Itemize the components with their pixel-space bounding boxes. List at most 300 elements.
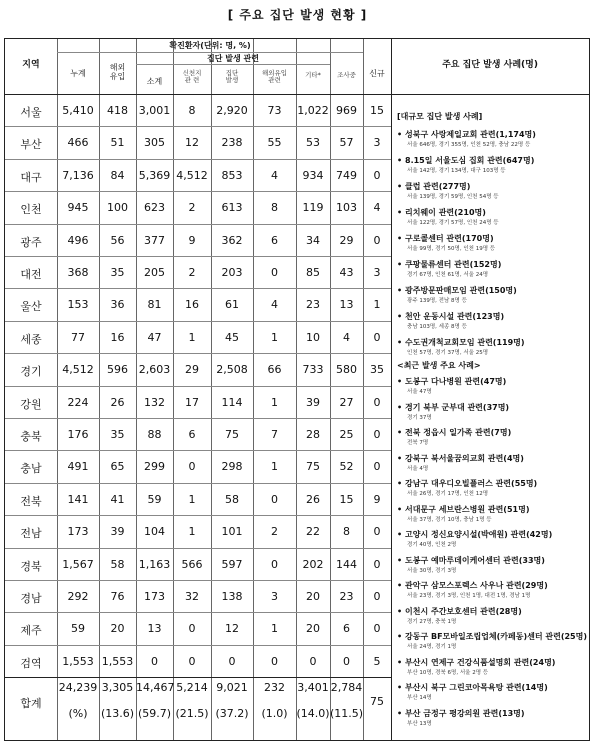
table-cell-overseas: 76 [110, 590, 125, 603]
case-title: 구로콜센터 관련(170명) [405, 234, 494, 243]
table-cell-shin: 1 [188, 492, 196, 506]
region-cell: 대전 [20, 268, 42, 281]
total-divider [5, 677, 391, 678]
table-cell-cluster: 58 [225, 492, 239, 506]
table-cell-inv: 4 [343, 330, 350, 344]
table-cell-shin: 0 [188, 460, 196, 474]
bullet-icon: • [397, 657, 403, 667]
table-cell-other: 22 [306, 525, 320, 539]
case-detail: 서울 139명, 경기 59명, 인천 54명 등 [407, 194, 499, 200]
row-divider [5, 580, 391, 581]
table-cell-overseas: 35 [110, 428, 125, 441]
table-cell-total: 491 [67, 460, 89, 474]
header-region: 지역 [22, 60, 40, 70]
region-cell: 제주 [20, 624, 42, 638]
table-cell-new: 0 [373, 525, 381, 539]
table-cell-subtotal: 299 [144, 460, 165, 474]
case-title: 고양시 정신요양시설(박애원) 관련(42명) [405, 530, 553, 539]
table-cell-overseas: 41 [110, 492, 125, 506]
table-cell-ovrel: 7 [271, 428, 278, 441]
table-cell-cluster: 203 [221, 266, 243, 279]
table-cell-new: 5 [373, 654, 381, 668]
table-cell-inv: 43 [339, 266, 354, 279]
table-cell-shin: 12 [185, 136, 199, 150]
table-cell-subtotal: 305 [144, 136, 165, 150]
header-overseas-related: 해외유입 관련 [261, 69, 288, 84]
table-cell-overseas: 20 [110, 622, 125, 636]
case-detail: 충남 103명, 세종 8명 등 [407, 324, 467, 330]
bullet-icon: • [397, 402, 403, 412]
table-cell-ovrel: 1 [271, 395, 278, 409]
table-cell-overseas: 65 [110, 460, 125, 474]
table-cell-ovrel: 0 [271, 266, 278, 279]
table-cell-cluster: 101 [221, 525, 243, 539]
table-cell-total: 368 [67, 266, 89, 279]
table-cell-other: 23 [306, 298, 320, 312]
total-cell-other: 3,401 [297, 681, 329, 695]
total-pct-other: (14.0) [296, 707, 330, 721]
bullet-icon: • [397, 581, 403, 590]
table-cell-ovrel: 0 [271, 654, 278, 668]
row-divider [5, 288, 391, 289]
table-cell-shin: 16 [185, 298, 199, 312]
table-cell-subtotal: 377 [144, 233, 165, 247]
case-item [397, 682, 589, 701]
table-cell-subtotal: 81 [147, 298, 162, 312]
table-cell-overseas: 596 [107, 363, 128, 377]
header-cluster-group: 집단 발생 관련 [207, 54, 259, 63]
table-cell-ovrel: 1 [271, 460, 278, 474]
bullet-icon: • [397, 182, 403, 191]
case-item [397, 259, 589, 278]
case-title: 부산시 연제구 건강식품설명회 관련(24명) [405, 657, 556, 667]
case-title: 쿠팡물류센터 관련(152명) [405, 260, 502, 269]
table-cell-subtotal: 88 [147, 428, 162, 441]
table-cell-other: 53 [306, 136, 320, 150]
case-item [397, 233, 589, 252]
total-label: 합계 [20, 697, 42, 711]
bullet-icon: • [397, 312, 403, 321]
case-detail: 서울 4명 [407, 465, 429, 472]
region-cell: 전남 [20, 527, 42, 541]
table-cell-inv: 0 [343, 654, 350, 668]
case-item [397, 427, 589, 446]
table-cell-total: 5,410 [62, 104, 94, 117]
col-divider [391, 39, 392, 740]
case-item [397, 657, 589, 676]
table-cell-new: 3 [373, 136, 381, 150]
table-cell-cluster: 2,508 [216, 363, 248, 377]
table-cell-total: 945 [67, 201, 89, 215]
table-cell-other: 1,022 [297, 104, 329, 117]
row-divider [5, 515, 391, 516]
row-divider [5, 126, 391, 127]
table-cell-cluster: 0 [228, 654, 236, 668]
table-cell-cluster: 597 [221, 557, 243, 571]
table-cell-new: 15 [370, 104, 384, 117]
case-item [397, 631, 589, 650]
case-title: 성북구 사랑제일교회 관련(1,174명) [405, 130, 536, 139]
total-cell-new: 75 [370, 695, 384, 709]
total-cell-overseas: 3,305 [101, 681, 134, 695]
case-title: 강동구 BF모바일조립업체(카페동)센터 관련(25명) [405, 632, 587, 641]
table-cell-subtotal: 173 [144, 590, 165, 603]
table-cell-total: 77 [71, 330, 85, 344]
table-cell-shin: 4,512 [176, 168, 208, 182]
region-cell: 충남 [20, 462, 42, 476]
row-divider [5, 321, 391, 322]
total-cell-total: 24,239 [58, 681, 98, 695]
bullet-icon: • [397, 428, 403, 437]
total-cell-ovrel: 232 [264, 681, 285, 695]
total-cell-subtotal: 14,467 [136, 681, 175, 695]
case-item [397, 181, 589, 200]
header-divider [57, 52, 363, 53]
header-cases: 주요 집단 발생 사례(명) [442, 60, 538, 70]
table-cell-subtotal: 13 [147, 622, 162, 636]
page-title: [ 주요 집단 발생 현황 ] [227, 8, 368, 22]
table-cell-shin: 8 [188, 104, 196, 117]
row-divider [5, 450, 391, 451]
row-divider [5, 224, 391, 225]
table-cell-ovrel: 66 [267, 363, 282, 377]
table-cell-total: 466 [67, 136, 89, 150]
table-cell-shin: 1 [188, 525, 196, 539]
table-cell-new: 0 [373, 233, 381, 247]
case-title: 부산 금정구 평강의원 관련(13명) [405, 708, 525, 718]
case-detail: 서울 30명, 경기 3명 [407, 567, 457, 574]
region-cell: 경기 [20, 365, 42, 379]
table-cell-subtotal: 132 [144, 395, 165, 409]
table-cell-other: 34 [306, 233, 320, 247]
table-cell-overseas: 51 [110, 136, 125, 150]
table-cell-new: 0 [373, 168, 381, 182]
region-cell: 경북 [20, 559, 42, 573]
case-title: 8.15일 서울도심 집회 관련(647명) [405, 156, 535, 165]
table-cell-shin: 2 [188, 266, 196, 279]
total-cell-shin: 5,214 [176, 681, 208, 695]
case-detail: 서울 47명 [407, 389, 432, 395]
case-item [397, 504, 589, 523]
table-cell-overseas: 35 [110, 266, 125, 279]
case-item [397, 376, 589, 395]
table-cell-inv: 13 [339, 298, 354, 312]
header-other: 기타* [305, 71, 321, 79]
table-cell-shin: 566 [181, 557, 203, 571]
bullet-icon: • [397, 555, 403, 565]
total-pct-total: (%) [68, 707, 88, 721]
table-cell-inv: 25 [339, 428, 354, 441]
case-detail: 서울 646명, 경기 355명, 인천 52명, 충남 22명 등 [407, 142, 531, 148]
case-item [397, 129, 589, 148]
table-cell-ovrel: 8 [271, 201, 278, 215]
table-cell-cluster: 613 [221, 201, 243, 215]
case-title: 경기 북부 군부대 관련(37명) [405, 402, 510, 412]
case-item [397, 555, 589, 574]
table-cell-cluster: 12 [225, 622, 239, 636]
case-item [397, 529, 589, 548]
region-cell: 강원 [20, 397, 42, 411]
bullet-icon: • [397, 453, 403, 463]
bullet-icon: • [397, 156, 403, 165]
table-cell-shin: 2 [188, 201, 196, 215]
table-cell-subtotal: 59 [147, 492, 162, 506]
case-item [397, 402, 589, 421]
table-cell-cluster: 138 [221, 590, 243, 603]
table-cell-inv: 15 [339, 492, 354, 506]
table-cell-overseas: 16 [110, 330, 125, 344]
table-cell-new: 1 [373, 298, 381, 312]
table-cell-other: 85 [306, 266, 320, 279]
case-title: 클럽 관련(277명) [405, 182, 471, 191]
case-detail: 서울 142명, 경기 134명, 대구 103명 등 [407, 168, 506, 174]
header-divider [5, 94, 589, 95]
table-cell-cluster: 45 [225, 330, 239, 344]
row-divider [5, 159, 391, 160]
case-title: 전북 정읍시 일가족 관련(7명) [405, 428, 512, 437]
table-cell-new: 0 [373, 557, 381, 571]
region-cell: 부산 [20, 138, 42, 152]
table-cell-overseas: 39 [110, 525, 125, 539]
case-item [397, 580, 589, 599]
table-cell-subtotal: 5,369 [138, 168, 171, 182]
case-detail: 인천 57명, 경기 37명, 서울 25명 [407, 350, 489, 356]
case-detail: 광주 139명, 전남 8명 등 [407, 298, 467, 304]
case-detail: 경기 67명, 인천 61명, 서울 24명 [407, 272, 489, 278]
table-cell-new: 9 [373, 492, 381, 506]
table-cell-ovrel: 0 [271, 557, 278, 571]
table-cell-subtotal: 623 [144, 201, 165, 215]
table-cell-total: 173 [67, 525, 89, 539]
region-cell: 충북 [20, 430, 42, 443]
total-pct-shin: (21.5) [175, 707, 209, 721]
case-item [397, 478, 589, 497]
row-divider [5, 548, 391, 549]
table-cell-overseas: 56 [110, 233, 125, 247]
table-cell-cluster: 75 [225, 428, 239, 441]
case-detail: 서울 122명, 경기 57명, 인천 24명 등 [407, 220, 499, 226]
table-cell-other: 934 [302, 168, 324, 182]
cases-section-header: <최근 발생 주요 사례> [397, 361, 481, 370]
table-cell-other: 20 [306, 622, 320, 636]
row-divider [5, 645, 391, 646]
table-cell-new: 0 [373, 460, 381, 474]
bullet-icon: • [397, 338, 403, 347]
table-cell-inv: 103 [336, 201, 357, 215]
table-cell-total: 7,136 [62, 168, 94, 182]
total-pct-cluster: (37.2) [215, 707, 249, 721]
region-cell: 울산 [20, 300, 42, 314]
case-title: 광주방문판매모임 관련(150명) [405, 286, 517, 295]
region-cell: 경남 [20, 592, 42, 605]
table-cell-total: 59 [71, 622, 85, 636]
bullet-icon: • [397, 208, 403, 217]
table-cell-inv: 29 [339, 233, 354, 247]
case-detail: 서울 37명, 경기 10명, 충남 1명 등 [407, 516, 492, 523]
table-cell-other: 26 [306, 492, 320, 506]
region-cell: 서울 [20, 106, 42, 119]
bullet-icon: • [397, 286, 403, 295]
table-cell-overseas: 58 [110, 557, 125, 571]
table-cell-shin: 32 [185, 590, 199, 603]
case-title: 부산시 북구 그린코아목욕탕 관련(14명) [405, 683, 548, 692]
table-cell-ovrel: 1 [271, 330, 278, 344]
bullet-icon: • [397, 708, 403, 718]
bullet-icon: • [397, 530, 403, 539]
table-cell-new: 0 [373, 330, 381, 344]
table-cell-other: 20 [306, 590, 320, 603]
table-cell-shin: 1 [188, 330, 196, 344]
case-item [397, 285, 589, 304]
table-cell-subtotal: 3,001 [138, 104, 171, 117]
header-overseas: 해외 유입 [109, 63, 126, 81]
table-cell-inv: 144 [336, 557, 357, 571]
table-cell-inv: 749 [336, 168, 357, 182]
table-cell-inv: 580 [336, 363, 357, 377]
table-cell-new: 0 [373, 428, 381, 441]
total-pct-subtotal: (59.7) [137, 707, 172, 721]
case-title: 강남구 대우디오빌플러스 관련(55명) [405, 479, 538, 488]
header-subtotal: 소계 [146, 77, 163, 86]
table-cell-new: 0 [373, 590, 381, 603]
table-cell-other: 39 [306, 395, 320, 409]
table-cell-ovrel: 4 [271, 168, 278, 182]
table-cell-inv: 52 [339, 460, 354, 474]
bullet-icon: • [397, 260, 403, 269]
table-cell-total: 224 [67, 395, 89, 409]
table-cell-other: 733 [302, 363, 324, 377]
table-cell-cluster: 362 [221, 233, 243, 247]
header-cluster: 집단 발생 [225, 69, 239, 84]
region-cell: 인천 [20, 203, 42, 217]
case-title: 리치웨이 관련(210명) [405, 208, 486, 217]
case-detail: 서울 23명, 경기 3명, 인천 1명, 대전 1명, 경남 1명 [407, 593, 531, 599]
case-detail: 부산 10명, 경북 6명, 서울 2명 등 [407, 669, 489, 676]
table-cell-total: 153 [67, 298, 89, 312]
row-divider [5, 612, 391, 613]
row-divider [5, 483, 391, 484]
case-item [397, 155, 589, 174]
case-detail: 경기 40명, 인천 2명 [407, 542, 457, 548]
case-item [397, 708, 589, 727]
table-cell-other: 119 [302, 201, 324, 215]
table-cell-shin: 9 [188, 233, 196, 247]
table-cell-cluster: 298 [221, 460, 243, 474]
total-pct-inv: (11.5) [330, 707, 364, 721]
table-cell-inv: 969 [336, 104, 357, 117]
table-cell-shin: 0 [188, 622, 196, 636]
table-cell-other: 28 [306, 428, 320, 441]
case-detail: 부산 13명 [407, 720, 432, 727]
table-cell-inv: 23 [339, 590, 354, 603]
table-cell-total: 1,553 [62, 654, 94, 668]
table-cell-subtotal: 1,163 [138, 557, 171, 571]
table-cell-new: 35 [370, 363, 384, 377]
table-cell-other: 75 [306, 460, 320, 474]
table-cell-new: 4 [373, 201, 381, 215]
table-cell-new: 0 [373, 622, 381, 636]
table-cell-inv: 8 [343, 525, 350, 539]
case-item [397, 337, 589, 356]
bullet-icon: • [397, 606, 403, 616]
cases-section-header: [대규모 집단 발생 사례] [397, 112, 483, 121]
total-cell-cluster: 9,021 [216, 681, 248, 695]
case-title: 도봉구 예마루데이케어센터 관련(33명) [405, 555, 545, 565]
table-cell-cluster: 853 [221, 168, 243, 182]
table-cell-ovrel: 6 [271, 233, 278, 247]
table-cell-total: 496 [67, 233, 89, 247]
case-detail: 서울 24명, 경기 1명 [407, 644, 457, 650]
table-cell-overseas: 36 [110, 298, 125, 312]
table-cell-cluster: 114 [221, 395, 243, 409]
table-cell-subtotal: 47 [147, 330, 162, 344]
table-cell-subtotal: 205 [144, 266, 165, 279]
table-cell-other: 10 [306, 330, 320, 344]
table-cell-overseas: 418 [107, 104, 128, 117]
total-pct-overseas: (13.6) [100, 707, 135, 721]
case-title: 수도권개척교회모임 관련(119명) [405, 338, 525, 347]
table-cell-overseas: 26 [110, 395, 125, 409]
table-cell-total: 176 [67, 428, 89, 441]
table-cell-total: 4,512 [62, 363, 94, 377]
table-cell-cluster: 2,920 [216, 104, 248, 117]
table-cell-cluster: 238 [221, 136, 243, 150]
case-detail: 서울 26명, 경기 17명, 인천 12명 [407, 491, 489, 497]
table-cell-inv: 27 [339, 395, 354, 409]
table-cell-total: 1,567 [62, 557, 94, 571]
cluster-status-table [4, 38, 590, 741]
header-cumulative: 누계 [70, 69, 86, 78]
table-cell-ovrel: 3 [271, 590, 278, 603]
table-cell-shin: 17 [185, 395, 199, 409]
case-title: 도봉구 다나병원 관련(47명) [405, 377, 507, 386]
table-cell-other: 0 [309, 654, 317, 668]
table-cell-other: 202 [302, 557, 324, 571]
table-cell-new: 3 [373, 266, 381, 279]
bullet-icon: • [397, 130, 403, 139]
table-cell-ovrel: 1 [271, 622, 278, 636]
table-cell-inv: 57 [339, 136, 354, 150]
table-cell-ovrel: 73 [267, 104, 282, 117]
table-cell-overseas: 100 [107, 201, 128, 215]
header-divider [136, 64, 330, 65]
table-cell-ovrel: 55 [267, 136, 282, 150]
table-cell-subtotal: 104 [144, 525, 165, 539]
bullet-icon: • [397, 683, 403, 692]
header-new: 신규 [369, 69, 385, 78]
region-cell: 대구 [20, 170, 42, 184]
case-title: 강북구 북서울꿈의교회 관련(4명) [405, 453, 524, 463]
table-cell-total: 141 [67, 492, 89, 506]
table-cell-shin: 29 [185, 363, 199, 377]
header-shincheonji: 신천지 관 련 [182, 69, 202, 84]
table-cell-cluster: 61 [225, 298, 239, 312]
table-cell-shin: 0 [188, 654, 196, 668]
row-divider [5, 256, 391, 257]
case-detail: 전북 7명 [407, 440, 429, 446]
table-cell-subtotal: 2,603 [138, 363, 171, 377]
case-title: 천안 운동시설 관련(123명) [405, 312, 505, 321]
header-investigating: 조사중 [337, 71, 356, 79]
row-divider [5, 418, 391, 419]
total-pct-ovrel: (1.0) [261, 707, 288, 721]
table-cell-inv: 6 [343, 622, 350, 636]
case-item [397, 311, 589, 330]
region-cell: 광주 [20, 235, 42, 249]
bullet-icon: • [397, 377, 403, 386]
row-divider [5, 386, 391, 387]
bullet-icon: • [397, 234, 403, 243]
